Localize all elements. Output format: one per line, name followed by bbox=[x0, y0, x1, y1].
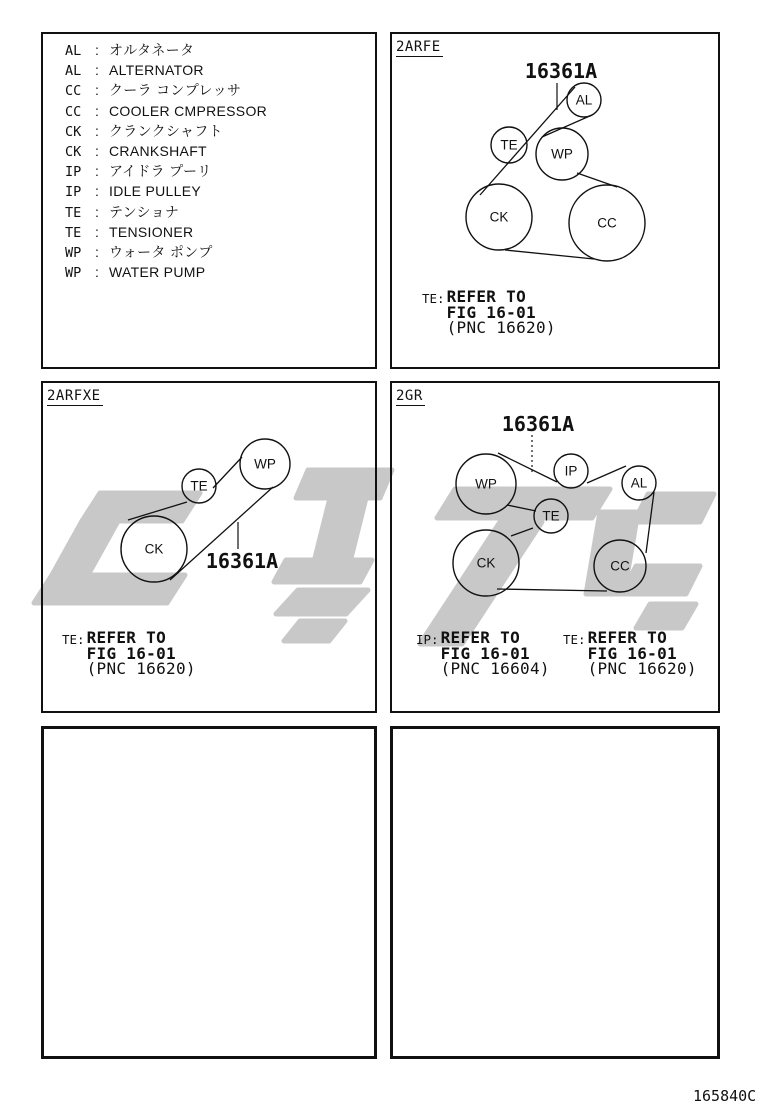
legend-row bbox=[65, 41, 375, 61]
belt-segment bbox=[542, 115, 592, 137]
refer-note-line: FIG 16-01 bbox=[440, 643, 530, 663]
empty-panel-right bbox=[390, 726, 720, 1059]
legend-text: CRANKSHAFT bbox=[109, 143, 207, 160]
legend-colon: : bbox=[95, 82, 99, 99]
pulley-label-cc: CC bbox=[597, 215, 617, 231]
legend-row bbox=[65, 182, 375, 202]
legend-text: ウォータ ポンプ bbox=[109, 244, 213, 261]
legend-row bbox=[65, 142, 375, 162]
pulley-label-te: TE bbox=[500, 137, 518, 153]
refer-note-prefix: TE: bbox=[422, 291, 445, 306]
legend-text: アイドラ プーリ bbox=[109, 163, 212, 180]
belt-segment bbox=[480, 87, 575, 195]
legend-text: WATER PUMP bbox=[109, 264, 206, 281]
refer-note-line: (PNC 16620) bbox=[86, 659, 196, 678]
refer-note bbox=[422, 289, 556, 336]
legend-text: TENSIONER bbox=[109, 223, 194, 240]
legend-colon: : bbox=[95, 102, 99, 119]
refer-note-body bbox=[447, 289, 556, 336]
refer-note-prefix: IP: bbox=[416, 632, 439, 647]
legend-abbr: WP bbox=[65, 265, 82, 282]
legend-colon: : bbox=[95, 122, 99, 139]
part-number-label: 16361A bbox=[205, 549, 279, 573]
legend-row bbox=[65, 162, 375, 182]
pulley-label-wp: WP bbox=[551, 146, 573, 162]
legend-panel bbox=[41, 32, 377, 369]
legend-row bbox=[65, 223, 375, 243]
pulley-label-ip: IP bbox=[564, 463, 578, 479]
legend-row bbox=[65, 81, 375, 101]
part-number-label: 16361A bbox=[524, 59, 598, 83]
refer-note bbox=[416, 630, 550, 677]
belt-segment bbox=[507, 505, 536, 511]
legend-abbr: AL bbox=[65, 63, 82, 80]
legend-text: IDLE PULLEY bbox=[109, 183, 202, 200]
refer-note-body bbox=[588, 630, 697, 677]
refer-note-line: (PNC 16604) bbox=[440, 659, 550, 678]
legend-text: テンショナ bbox=[109, 203, 180, 220]
pulley-label-te: TE bbox=[542, 508, 560, 524]
refer-note-body bbox=[441, 630, 550, 677]
pulley-label-cc: CC bbox=[610, 558, 630, 574]
legend-row bbox=[65, 102, 375, 122]
legend-abbr: AL bbox=[65, 43, 82, 59]
engine-code-label: 2ARFE bbox=[396, 39, 441, 55]
refer-note-line: REFER TO bbox=[446, 287, 527, 306]
refer-note-line: FIG 16-01 bbox=[587, 643, 677, 663]
legend-row bbox=[65, 61, 375, 81]
legend-row bbox=[65, 263, 375, 283]
pulley-label-wp: WP bbox=[475, 476, 497, 492]
refer-note-line: FIG 16-01 bbox=[446, 302, 536, 322]
legend-row bbox=[65, 203, 375, 223]
refer-note-line: (PNC 16620) bbox=[446, 318, 556, 337]
legend-colon: : bbox=[95, 42, 99, 58]
belt-segment bbox=[498, 453, 557, 482]
legend-abbr: WP bbox=[65, 245, 82, 262]
legend-colon: : bbox=[95, 183, 99, 200]
refer-note bbox=[563, 630, 697, 677]
refer-note-prefix: TE: bbox=[563, 632, 586, 647]
legend-text: クーラ コンプレッサ bbox=[109, 82, 242, 99]
pulley-label-te: TE bbox=[190, 478, 208, 494]
refer-note-body bbox=[87, 630, 196, 677]
legend-abbr: TE bbox=[65, 224, 82, 241]
belt-segment bbox=[587, 466, 626, 483]
legend-text: クランクシャフト bbox=[109, 122, 223, 139]
diagram-panel-2arfxe bbox=[41, 381, 377, 713]
refer-note bbox=[62, 630, 196, 677]
legend-colon: : bbox=[95, 62, 99, 79]
refer-note-prefix: TE: bbox=[62, 632, 85, 647]
belt-segment bbox=[505, 250, 594, 259]
belt-segment bbox=[128, 502, 187, 520]
legend-abbr: TE bbox=[65, 204, 82, 221]
part-number-label: 16361A bbox=[501, 412, 575, 436]
legend-text: オルタネータ bbox=[109, 42, 195, 58]
pulley-label-ck: CK bbox=[489, 209, 509, 225]
legend-colon: : bbox=[95, 244, 99, 261]
legend-abbr: IP bbox=[65, 184, 82, 201]
pulley-label-al: AL bbox=[575, 92, 593, 108]
engine-code-label: 2ARFXE bbox=[47, 388, 101, 404]
pulley-label-wp: WP bbox=[254, 456, 276, 472]
refer-note-line: REFER TO bbox=[440, 628, 521, 647]
refer-note-line: REFER TO bbox=[86, 628, 167, 647]
diagram-panel-2gr bbox=[390, 381, 720, 713]
diagram-panel-2arfe bbox=[390, 32, 720, 369]
legend-colon: : bbox=[95, 203, 99, 220]
legend-row bbox=[65, 122, 375, 142]
legend-text: COOLER CMPRESSOR bbox=[109, 102, 268, 119]
legend-abbr: IP bbox=[65, 164, 82, 181]
pulley-label-al: AL bbox=[630, 475, 648, 491]
legend-colon: : bbox=[95, 264, 99, 281]
pulley-label-ck: CK bbox=[476, 555, 496, 571]
belt-segment bbox=[213, 457, 242, 488]
legend-abbr: CK bbox=[65, 144, 82, 161]
legend-abbr: CC bbox=[65, 103, 82, 120]
pulley-label-ck: CK bbox=[144, 541, 164, 557]
engine-code-label: 2GR bbox=[396, 388, 423, 404]
legend-abbr: CK bbox=[65, 123, 82, 140]
figure-code: 165840C bbox=[693, 1087, 757, 1105]
refer-note-line: REFER TO bbox=[587, 628, 668, 647]
legend-colon: : bbox=[95, 163, 99, 180]
legend-row bbox=[65, 243, 375, 263]
refer-note-line: FIG 16-01 bbox=[86, 643, 176, 663]
legend-colon: : bbox=[95, 223, 99, 240]
legend-abbr: CC bbox=[65, 83, 82, 100]
belt-segment bbox=[497, 589, 607, 591]
legend-rows bbox=[43, 34, 375, 283]
legend-text: ALTERNATOR bbox=[109, 62, 204, 79]
refer-note-line: (PNC 16620) bbox=[587, 659, 697, 678]
legend-colon: : bbox=[95, 143, 99, 160]
belt-segment bbox=[511, 528, 533, 536]
empty-panel-left bbox=[41, 726, 377, 1059]
belt-segment bbox=[646, 492, 654, 553]
